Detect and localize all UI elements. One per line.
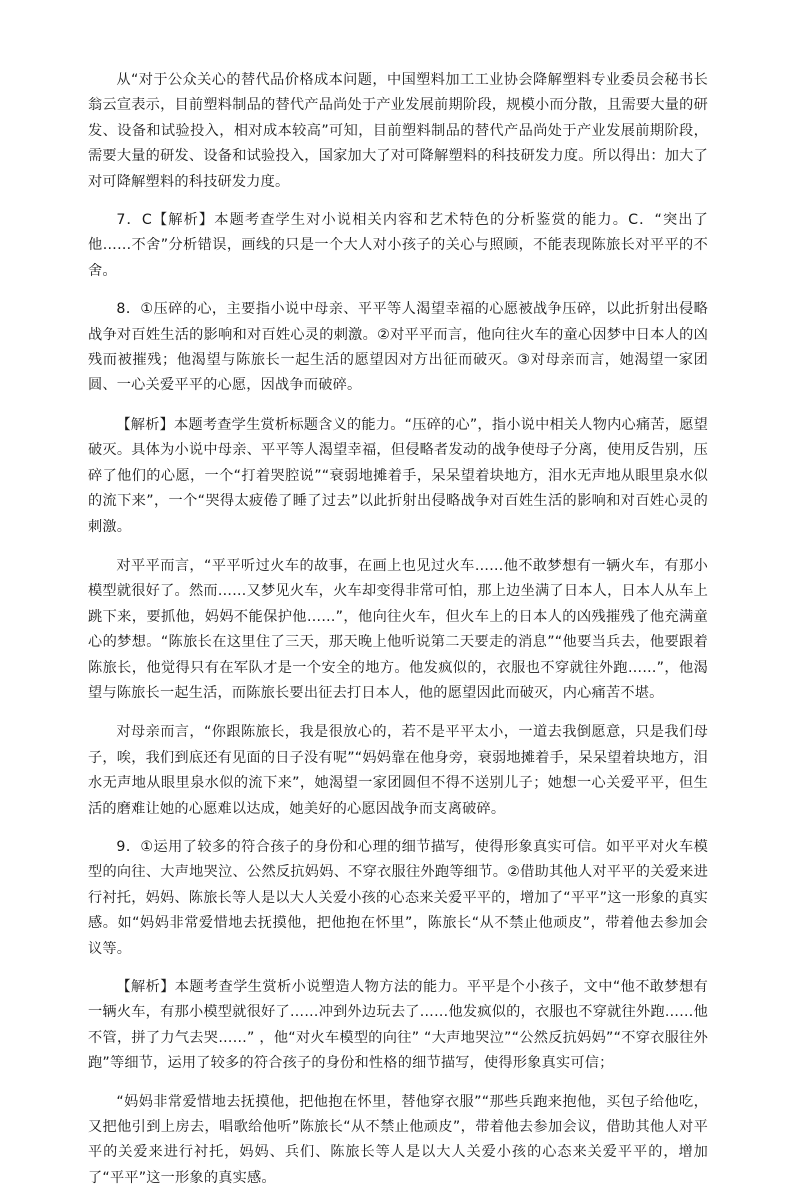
analysis-paragraph-8-pingping: 对平平而言，“平平听过火车的故事，在画上也见过火车……他不敢梦想有一辆火车，有那小模型就很好了。然而……又梦见火车，火车却变得非常可怕，那上边坐满了日本人，日本人从车上跳下来，要抓他，妈妈不能保护他……”，他向往火车，但火车上的日本人的凶残摧残了他充满童心的梦想。“陈旅长在这里住了三天，那天晚上他听说第二天要走的消息”“他要当兵去，他要跟着陈旅长，他觉得只有在军队才是一个安全的地方。他发疯似的，衣服也不穿就往外跑……”，他渴望与陈旅长一起生活，而陈旅长要出征去打日本人，他的愿望因此而破灭，内心痛苦不堪。 bbox=[88, 557, 708, 701]
document-page bbox=[88, 68, 708, 1191]
answer-paragraph-6-continued: 从“对于公众关心的替代品价格成本问题，中国塑料加工工业协会降解塑料专业委员会秘书长翁云宣表示，目前塑料制品的替代产品尚处于产业发展前期阶段，规模小而分散，且需要大量的研发、设备和试验投入，相对成本较高”可知，目前塑料制品的替代产品尚处于产业发展前期阶段，需要大量的研发、设备和试验投入，国家加大了对可降解塑料的科技研发力度。所以得出：加大了对可降解塑料的科技研发力度。 bbox=[88, 72, 708, 190]
analysis-paragraph-8: 【解析】本题考查学生赏析标题含义的能力。“压碎的心”，指小说中相关人物内心痛苦，愿望破灭。具体为小说中母亲、平平等人渴望幸福，但侵略者发动的战争使母子分离，使用反告别，压碎了他们的心愿，一个“打着哭腔说”“衰弱地摊着手，呆呆望着块地方，泪水无声地从眼里泉水似的流下来”，一个“哭得太疲倦了睡了过去”以此折射出侵略战争对百姓生活的影响和对百姓心灵的刺激。 bbox=[88, 416, 708, 535]
answer-paragraph-7: 7．C【解析】本题考查学生对小说相关内容和艺术特色的分析鉴赏的能力。C．“突出了他……不舍”分析错误，画线的只是一个大人对小孩子的关心与照顾，不能表现陈旅长对平平的不舍。 bbox=[88, 212, 708, 279]
answer-paragraph-9: 9．①运用了较多的符合孩子的身份和心理的细节描写，使得形象真实可信。如平平对火车模型的向往、大声地哭泣、公然反抗妈妈、不穿衣服往外跑等细节。②借助其他人对平平的关爱来进行衬托，妈妈、陈旅长等人是以大人关爱小孩的心态来关爱平平的，增加了“平平”这一形象的真实感。如“妈妈非常爱惜地去抚摸他，把他抱在怀里”，陈旅长“从不禁止他顽皮”，带着他去参加会议等。 bbox=[88, 838, 708, 957]
answer-paragraph-8: 8．①压碎的心，主要指小说中母亲、平平等人渴望幸福的心愿被战争压碎，以此折射出侵略战争对百姓生活的影响和对百姓心灵的刺激。②对平平而言，他向往火车的童心因梦中日本人的凶残而被摧残；他渴望与陈旅长一起生活的愿望因对方出征而破灭。③对母亲而言，她渴望一家团圆、一心关爱平平的心愿，因战争而破碎。 bbox=[88, 301, 708, 394]
analysis-paragraph-9-contrast: “妈妈非常爱惜地去抚摸他，把他抱在怀里，替他穿衣服”“那些兵跑来抱他，买包子给他吃，又把他引到上房去，唱歌给他听”陈旅长“从不禁止他顽皮”，带着他去参加会议，借助其他人对平平的关爱来进行衬托，妈妈、兵们、陈旅长等人是以大人关爱小孩的心态来关爱平平的，增加了“平平”这一形象的真实感。 bbox=[88, 1093, 708, 1186]
analysis-paragraph-8-mother: 对母亲而言，“你跟陈旅长，我是很放心的，若不是平平太小，一道去我倒愿意，只是我们母子，唉，我们到底还有见面的日子没有呢”“妈妈靠在他身旁，衰弱地摊着手，呆呆望着块地方，泪水无声地从眼里泉水似的流下来”，她渴望一家团圆但不得不送别儿子；她想一心关爱平平，但生活的磨难让她的心愿难以达成，她美好的心愿因战争而支离破碎。 bbox=[88, 724, 708, 817]
analysis-paragraph-9: 【解析】本题考查学生赏析小说塑造人物方法的能力。平平是个小孩子，文中“他不敢梦想有一辆火车，有那小模型就很好了……冲到外边玩去了……他发疯似的，衣服也不穿就往外跑……他不管，拼了力气去哭……” ，他“对火车模型的向往” “大声地哭泣”“公然反抗妈妈”“不穿衣服往外跑”等细节，运用了较多的符合孩子的身份和性格的细节描写，使得形象真实可信； bbox=[88, 979, 708, 1072]
